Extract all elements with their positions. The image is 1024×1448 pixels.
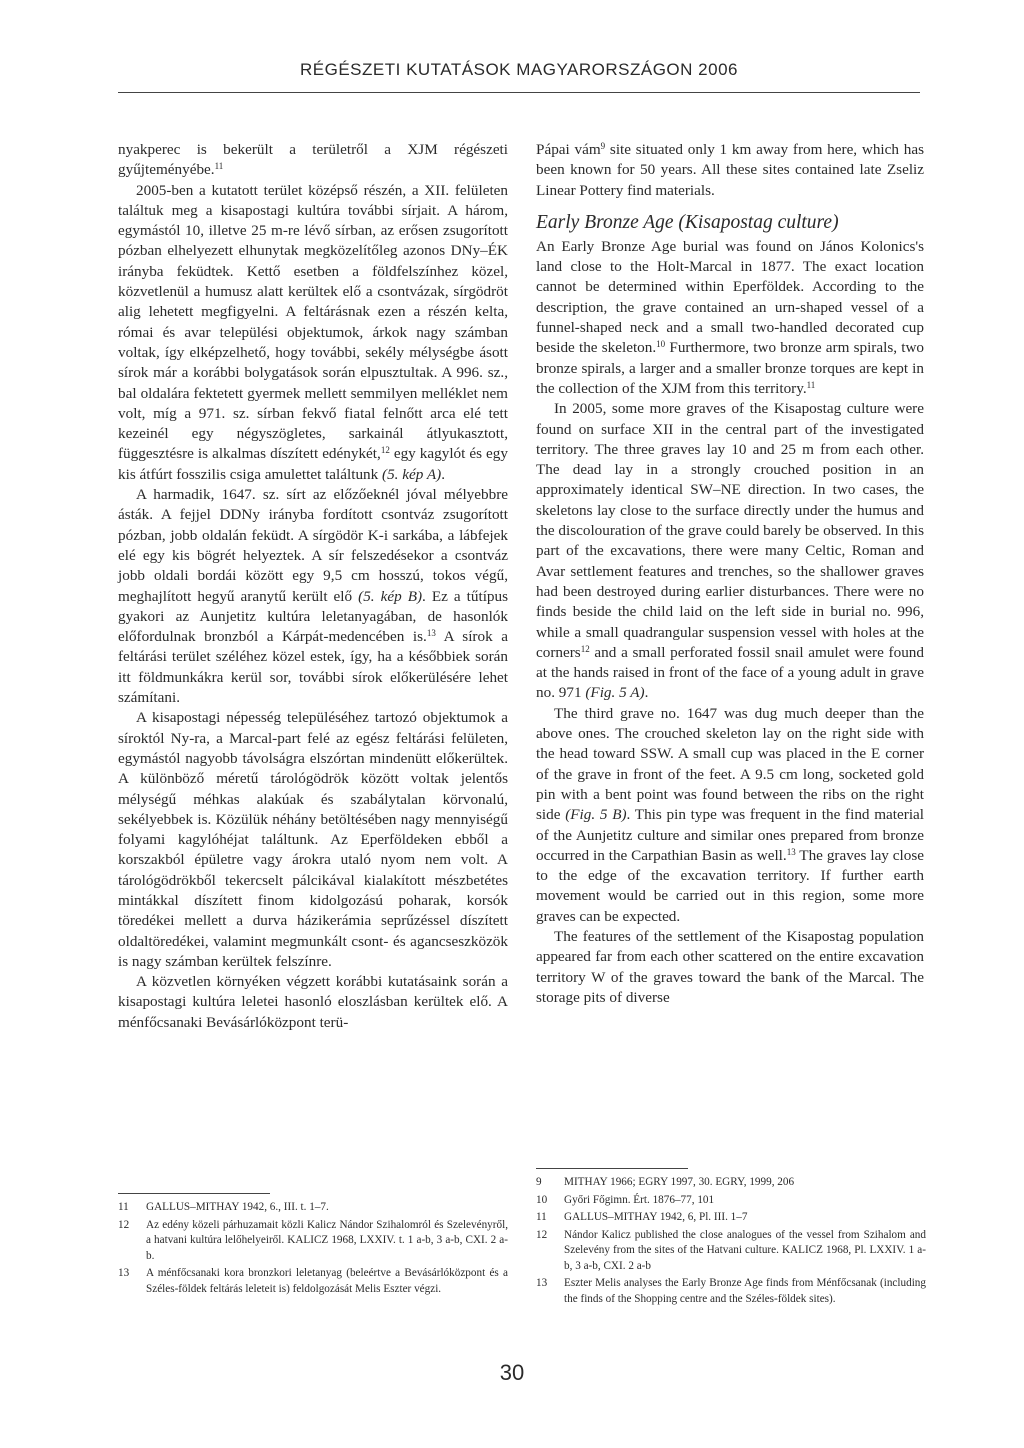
footnote-text: Győri Főgimn. Ért. 1876–77, 101 — [564, 1193, 715, 1206]
text-run: In 2005, some more graves of the Kisapostag culture were found on surface XII in the central part of the investigated territory. The three graves lay 10 and 25 m from each other. The dead lay in a strongly crouched position in an approximately identical SW–NE direction. In two cases, the skeletons lay close to the surface directly under the humus and the discolouration of the grave could barely be observed. In this part of the excavations, there were many Celtic, Roman and Avar settlement features and trenches, so the shallower graves had been destroyed during earlier disturbances. There were no finds beside the child laid on the left side in burial no. 996, while a small quadrangular suspension vessel with holes at the corners — [536, 400, 924, 661]
paragraph: A kisapostagi népesség településéhez tartozó objektumok a síroktól Ny-ra, a Marcal-part felé az egész feltárási felületen, egymástól nagyobb távolságra elszórtan mindenütt előkerültek. A különböző méretű tárológödrök között voltak jelentős mélységű méhkas alakúak és szabálytalan körvonalú, sekélyebbek is. Közülük néhány betöltésében nagy mennyiségű folyami kagylóhéjat találtunk. Az Eperföldeken ebből a korszakból épületre vagy árokra utaló nyom nem volt. A tárológödrökből tekercselt pálcikával kialakított mészbetétes mintákkal díszített finom kidolgozású poharak, korsók töredékei mellett a durva házikerámia seprűzéssel díszített oldaltöredékei, valamint megmunkált csont- és agancseszközök is nagy számban kerültek felszínre. — [118, 709, 508, 970]
text-run: 2005-ben a kutatott terület középső részén, a XII. felületen találtuk meg a kisapostagi kultúra további sírjait. A három, egymástól 10, illetve 25 m-re lévő sírban, az erősen zsugorított pózban elhelyezett elhunytak megközelítőleg azonos DNy–ÉK irányba feküdtek. Kettő esetben a földfelszínhez közel, közvetlenül a humusz alatt kerültek elő a csontvázak, sírgödröt alig lehetett megfigyelni. A feltárásnak ezen a részén kelta, római és avar települési objektumok, árkok nagy számban voltak, így elképzelhető, hogy további, sekély mélységbe ásott sírok már a korábbi bolygatások során elpusztultak. A 996. sz., bal oldalára fektetett gyermek mellett semmilyen melléklet nem volt, míg a 971. sz. sírban fekvő fiatal felnőtt arca elé tett kezeinél egy négyszögletes, sarkainál átlyukasztott, függesztésre is alkalmas díszített edénykét, — [118, 181, 508, 463]
footnote — [536, 1228, 926, 1275]
footnote-number: 13 — [118, 1267, 130, 1279]
footnote — [536, 1210, 926, 1226]
text-run: . — [644, 684, 649, 702]
footnote — [536, 1193, 926, 1209]
footnote-ref: 9 — [600, 141, 606, 151]
page-number: 30 — [499, 1360, 525, 1385]
figure-ref: (Fig. 5 B) — [565, 806, 627, 824]
footnote — [118, 1266, 508, 1297]
footnote-number: 12 — [118, 1218, 130, 1231]
footnote-text: A ménfőcsanaki kora bronzkori leletanyag (beleértve a Bevásárlóközpont és a Széles-földek feltárás leleteit is) feldolgozását Melis Eszter végzi. — [146, 1267, 508, 1295]
text-run: The third grave no. 1647 was dug much deeper than the above ones. The crouched skeleton lay on the right side with the head toward SSW. A small cup was placed in the E corner of the grave in front of the feet. A 9.5 cm long, socketed gold pin with a bent point was found between the ribs on the right side — [536, 704, 924, 824]
figure-ref: (5. kép A) — [382, 465, 442, 483]
paragraph — [536, 704, 924, 927]
footnote-text: Az edény közeli párhuzamait közli Kalicz Nándor Szihalomról és Szelevényről, a hatvani kultúra lelőhelyeiről. KALICZ 1968, LXXIV. t. 1 a-b, 3 a-b, CXI. 2 a-b. — [146, 1218, 508, 1262]
footnote-text: Nándor Kalicz published the close analogues of the vessel from Szihalom and Szelevény from the sites of the Hatvani culture. KALICZ 1968, Pl. LXXIV. 1 a-b, 3 a-b, CXI. 2 a-b — [564, 1228, 926, 1272]
figure-ref: (5. kép B) — [358, 587, 423, 605]
footnote-number: 13 — [536, 1277, 548, 1289]
footnote-number: 12 — [536, 1228, 548, 1241]
footnotes-english — [536, 1168, 926, 1309]
section-heading: Early Bronze Age (Kisapostag culture) — [536, 211, 839, 233]
footnote — [536, 1175, 926, 1191]
paragraph — [536, 399, 924, 703]
footnote-ref: 11 — [806, 379, 816, 390]
hungarian-text-column — [118, 140, 508, 1033]
footnote-ref: 12 — [580, 643, 590, 654]
english-text-column — [536, 140, 924, 1008]
footnote-number: 11 — [118, 1201, 129, 1213]
text-run: nyakperec is bekerült a területről a XJM régészeti gyűjteményébe. — [118, 141, 508, 179]
text-run: Furthermore, two bronze arm spirals, two bronze spirals, a larger and a smaller bronze torques are kept in the collection of the XJM from this territory. — [536, 339, 925, 397]
paragraph — [536, 237, 924, 399]
footnote — [118, 1200, 508, 1216]
footnote-ref: 13 — [426, 628, 436, 639]
footnote-text: MITHAY 1966; EGRY 1997, 30. EGRY, 1999, 206 — [564, 1176, 795, 1188]
text-run: A harmadik, 1647. sz. sírt az előzőeknél jóval mélyebbre ásták. A fejjel DDNy irányba fordított csontváz zsugorított pózban, jobb oldalán feküdt. A sírgödör K-i sarkába, a lábfejek elé egy kis bögrét helyeztek. A sír felszedésekor a csontváz jobb oldali bordái között egy 9,5 cm hosszú, tokos végű, meghajlított hegyű aranytű került elő — [118, 486, 508, 605]
paragraph: The features of the settlement of the Kisapostag population appeared far from each other scattered on the entire excavation territory W of the graves toward the bank of the Marcal. The storage pits of diverse — [536, 927, 924, 1006]
footnote-ref: 10 — [656, 339, 666, 350]
footnote-text: Eszter Melis analyses the Early Bronze Age finds from Ménfőcsanak (including the finds of the Shopping centre and the Széles-földek sites). — [564, 1277, 926, 1305]
text-run: site situated only 1 km away from here, which has been known for 50 years. All these sites contained late Zseliz Linear Pottery find materials. — [536, 141, 924, 199]
paragraph — [118, 181, 508, 485]
footnote-number: 11 — [536, 1211, 547, 1223]
text-run: A sírok a feltárási terület széléhez közel estek, így, ha a későbbiek során itt földmunkákra kerül sor, további sírok előkerülésére lehet számítani. — [118, 628, 508, 707]
figure-ref: (Fig. 5 A) — [585, 684, 645, 702]
footnotes-hungarian — [118, 1193, 508, 1299]
paragraph — [536, 140, 924, 201]
text-run: and a small perforated fossil snail amulet were found at the hands raised in front of the face of a young adult in grave no. 971 — [536, 643, 924, 702]
footnote-text: GALLUS–MITHAY 1942, 6, Pl. III. 1–7 — [564, 1211, 748, 1223]
footnote-text: GALLUS–MITHAY 1942, 6., III. t. 1–7. — [146, 1201, 329, 1213]
text-run: . Ez a tűtípus gyakori az Aunjetitz kultúra leletanyagában, de hasonlók előfordulnak bronzból a Kárpát-medencében is. — [118, 587, 509, 646]
paragraph: A közvetlen környéken végzett korábbi kutatásaink során a kisapostagi kultúra leletei hasonló eloszlásban kerültek elő. A ménfőcsanaki Bevásárlóközpont terü- — [118, 973, 508, 1031]
footnote — [118, 1218, 508, 1265]
footnote-rule — [536, 1168, 688, 1169]
paragraph — [118, 140, 508, 181]
footnote-ref: 13 — [786, 846, 796, 857]
header-rule — [118, 92, 920, 93]
footnote-number: 9 — [536, 1176, 542, 1188]
text-run: The graves lay close to the edge of the excavation territory. If further earth movement would be carried out in this region, some more graves can be expected. — [536, 846, 925, 925]
text-run: An Early Bronze Age burial was found on János Kolonics's land close to the Holt-Marcal in 1877. The exact location cannot be determined within Eperföldek. According to the description, the grave contained an urn-shaped vessel of a funnel-shaped neck and a small two-handled decorated cup beside the skeleton. — [536, 237, 924, 357]
footnote-ref: 11 — [214, 161, 224, 172]
footnote-rule — [118, 1193, 270, 1194]
paragraph — [118, 485, 508, 708]
footnote-number: 10 — [536, 1193, 548, 1206]
text-run: Pápai vám — [536, 141, 601, 158]
text-run: . This pin type was frequent in the find material of the Aunjetitz culture and similar ones prepared from bronze occurred in the Carpathian Basin as well. — [536, 806, 925, 864]
text-run: . — [441, 465, 446, 483]
footnote-ref: 12 — [380, 445, 390, 456]
footnote — [536, 1276, 926, 1307]
text-run: egy kagylót és egy kis átfúrt fosszilis csiga amulettet találtunk — [118, 445, 508, 483]
running-header: RÉGÉSZETI KUTATÁSOK MAGYARORSZÁGON 2006 — [300, 60, 738, 79]
